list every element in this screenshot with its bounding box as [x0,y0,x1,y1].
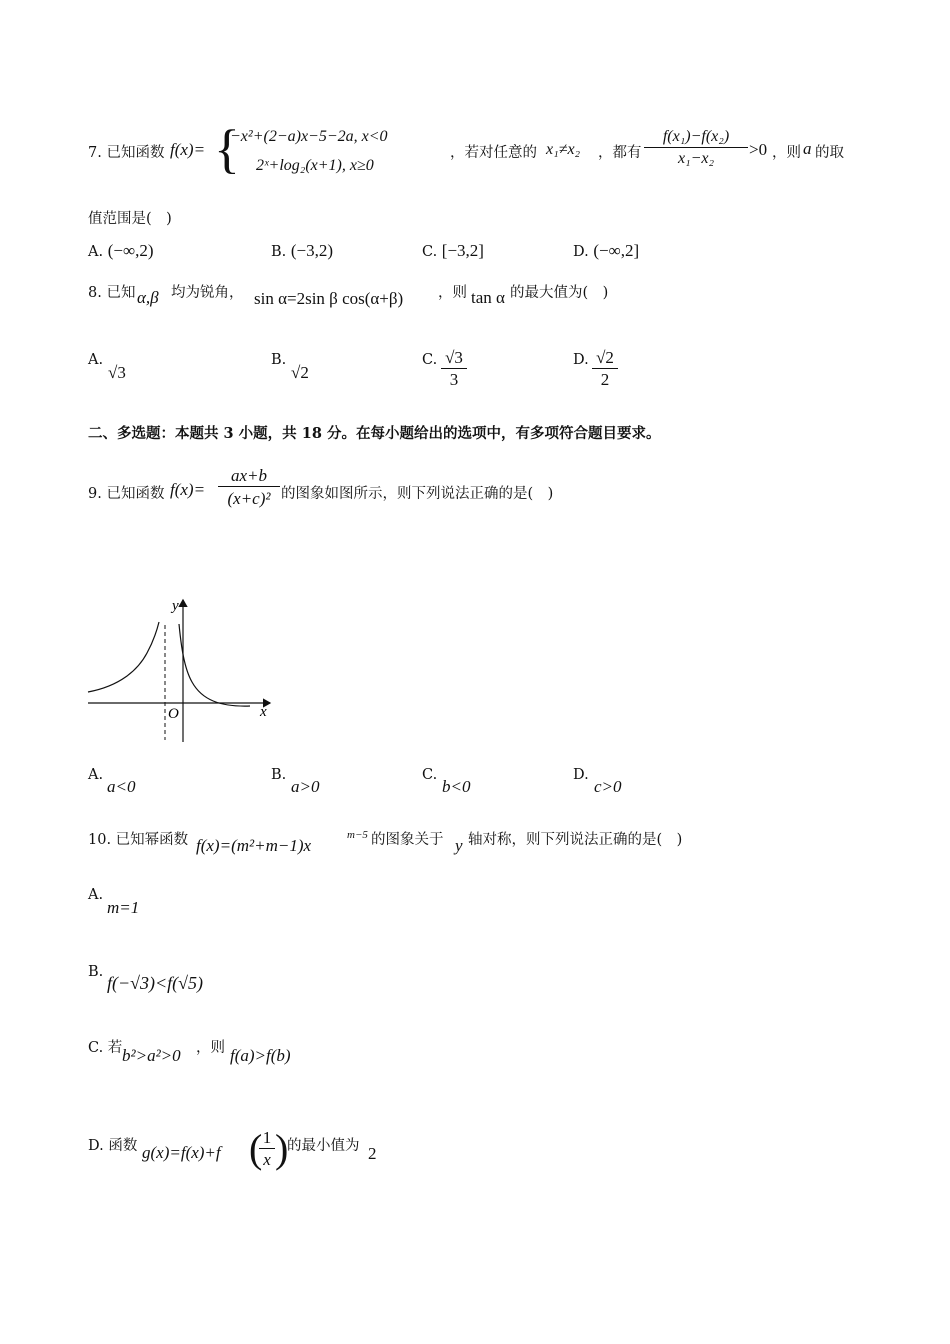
q9-frac-num: ax+b [230,466,268,485]
q10-option-b-value: f(−√3)<f(√5) [107,973,204,993]
q7-fraction [644,127,748,170]
q7-option-d: D. (−∞,2] [573,241,640,260]
q8-eq: sin α=2sin β cos(α+β) [254,289,404,308]
q10-option-d-fraction: $\frac{1}{x}$ [259,1128,275,1171]
q8-option-c-label: C. [422,352,438,368]
q8-mid2: ，则 [438,285,467,301]
q10-tail: 轴对称，则下列说法正确的是( ) [468,832,683,848]
q7-case2: 2ˣ+log₂(x+1), x≥0 [256,157,374,174]
q8-tan: tan α [471,288,505,307]
q7-line2: 值范围是( ) [88,211,172,227]
q9-option-d-value: c>0 [594,777,622,796]
section-heading: 二、多选题：本题共 3 小题，共 18 分。在每小题给出的选项中，有多项符合题目要求。 [88,425,661,442]
q7-gt: >0 [749,140,768,159]
q10-option-d-value-a: g(x)=f(x)+f [142,1143,221,1162]
q9-option-c-label: C. [422,767,438,783]
q7-fx: f(x)= [170,140,206,159]
left-branch-curve [88,622,159,692]
q8-option-b-value: √2 [291,363,309,382]
q9-option-a-label: A. [88,767,104,783]
q7-cond: x₁≠x₂ [546,141,581,158]
q9-fraction [218,466,280,511]
q7-option-a: A. (−∞,2) [88,241,154,260]
q10-option-d-lparen: ( [249,1126,263,1171]
q10-mid: 的图象关于 [371,832,444,848]
q7-mid2: ，都有 [598,145,642,161]
q9-lead: 9. 已知函数 [88,486,165,502]
q10-option-d-value-b: 2 [368,1144,377,1163]
q10-lead: 10. 已知幂函数 [88,832,189,848]
q9-option-b-value: a>0 [291,777,320,796]
q10-option-d-mid: 的最小值为 [287,1138,360,1154]
q7-case1: −x²+(2−a)x−5−2a, x<0 [230,128,388,145]
q10-option-d: D. 函数 [88,1138,138,1154]
q8-option-c-fraction: $\frac{√3}{3}$ [441,348,467,391]
q7-frac-num: f(x₁)−f(x₂) [662,128,730,145]
origin-label: O [168,706,179,722]
q9-tail: 的图象如图所示，则下列说法正确的是( ) [281,486,554,502]
q7-tail: ，则 [772,145,801,161]
q7-tail2: 的取 [815,145,844,161]
q10-option-a-value: m=1 [107,898,140,917]
q8-option-d-fraction: $\frac{√2}{2}$ [592,348,618,391]
x-axis-label: x [260,704,267,720]
q8-vars: α,β [137,288,159,307]
q10-fx: f(x)=(m²+m−1)x [196,836,312,855]
y-axis-label: y [172,598,179,614]
q8-option-b-label: B. [271,352,287,368]
q8-option-a-value: √3 [108,363,126,382]
q9-option-b-label: B. [271,767,287,783]
q10-option-c-mid: ，则 [196,1040,225,1056]
q7-a: a [803,139,812,158]
q9-frac-den: (x+c)² [218,486,280,511]
q8-option-a-label: A. [88,352,104,368]
q10-option-d-rparen: ) [275,1126,289,1171]
q7-mid: ，若对任意的 [450,145,537,161]
q7-option-b: B. (−3,2) [271,241,334,260]
q7-frac-den: x₁−x₂ [644,147,748,170]
q10-option-b-label: B. [88,964,104,980]
q9-option-c-value: b<0 [442,777,471,796]
q10-option-a-label: A. [88,887,104,903]
q10-exponent: m−5 [347,829,368,841]
q10-option-c-cond: b²>a²>0 [122,1046,181,1065]
q7-lead: 7. 已知函数 [88,145,165,161]
q9-option-d-label: D. [573,767,589,783]
q9-graph [80,590,280,750]
q7-brace: { [214,119,240,179]
q7-option-c: C. [−3,2] [422,241,484,260]
q8-option-d-label: D. [573,352,589,368]
q10-option-c: C. 若 [88,1040,123,1056]
q8-tail: 的最大值为( ) [510,285,609,301]
q8-lead: 8. 已知 [88,285,136,301]
q9-fx: f(x)= [170,480,206,499]
right-branch-curve [179,624,250,706]
q10-option-c-value: f(a)>f(b) [230,1046,291,1065]
q9-option-a-value: a<0 [107,777,136,796]
q10-y: y [455,836,463,855]
q8-mid: 均为锐角， [171,285,244,301]
